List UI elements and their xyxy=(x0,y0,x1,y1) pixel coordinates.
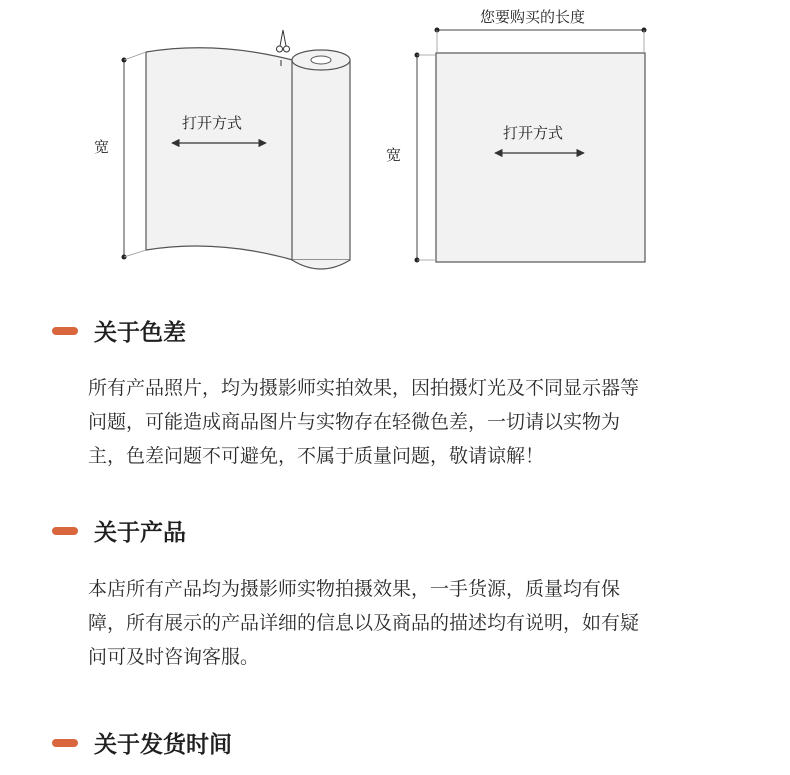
paragraph-line: 问题，可能造成商品图片与实物存在轻微色差，一切请以实物为 xyxy=(88,411,621,433)
section-body-product xyxy=(88,572,748,674)
section-header-shipping-time xyxy=(52,726,232,759)
paragraph-line: 问可及时咨询客服。 xyxy=(88,646,260,668)
section-header-color-difference xyxy=(52,314,186,347)
paragraph-line: 所有产品照片，均为摄影师实拍效果，因拍摄灯光及不同显示器等 xyxy=(88,377,640,399)
paragraph-line: 本店所有产品均为摄影师实物拍摄效果，一手货源，质量均有保 xyxy=(88,578,621,600)
section-accent-bar xyxy=(52,327,78,335)
left-width-label: 宽 xyxy=(94,138,110,156)
flat-sheet-illustration xyxy=(415,28,647,263)
paragraph-line: 障，所有展示的产品详细的信息以及商品的描述均有说明，如有疑 xyxy=(88,612,640,634)
right-width-label: 宽 xyxy=(386,146,402,164)
section-title: 关于色差 xyxy=(94,320,186,346)
product-dimension-diagram xyxy=(0,0,790,290)
section-accent-bar xyxy=(52,739,78,747)
section-title: 关于发货时间 xyxy=(94,732,232,758)
left-open-label: 打开方式 xyxy=(182,114,243,132)
roll-illustration xyxy=(122,48,351,269)
paragraph-line: 主，色差问题不可避免，不属于质量问题，敬请谅解！ xyxy=(88,445,545,467)
right-open-label: 打开方式 xyxy=(503,124,564,142)
section-body-color-difference xyxy=(88,371,748,473)
section-title: 关于产品 xyxy=(94,520,186,546)
section-accent-bar xyxy=(52,527,78,535)
section-header-product xyxy=(52,514,186,547)
right-length-label: 您要购买的长度 xyxy=(480,8,586,26)
